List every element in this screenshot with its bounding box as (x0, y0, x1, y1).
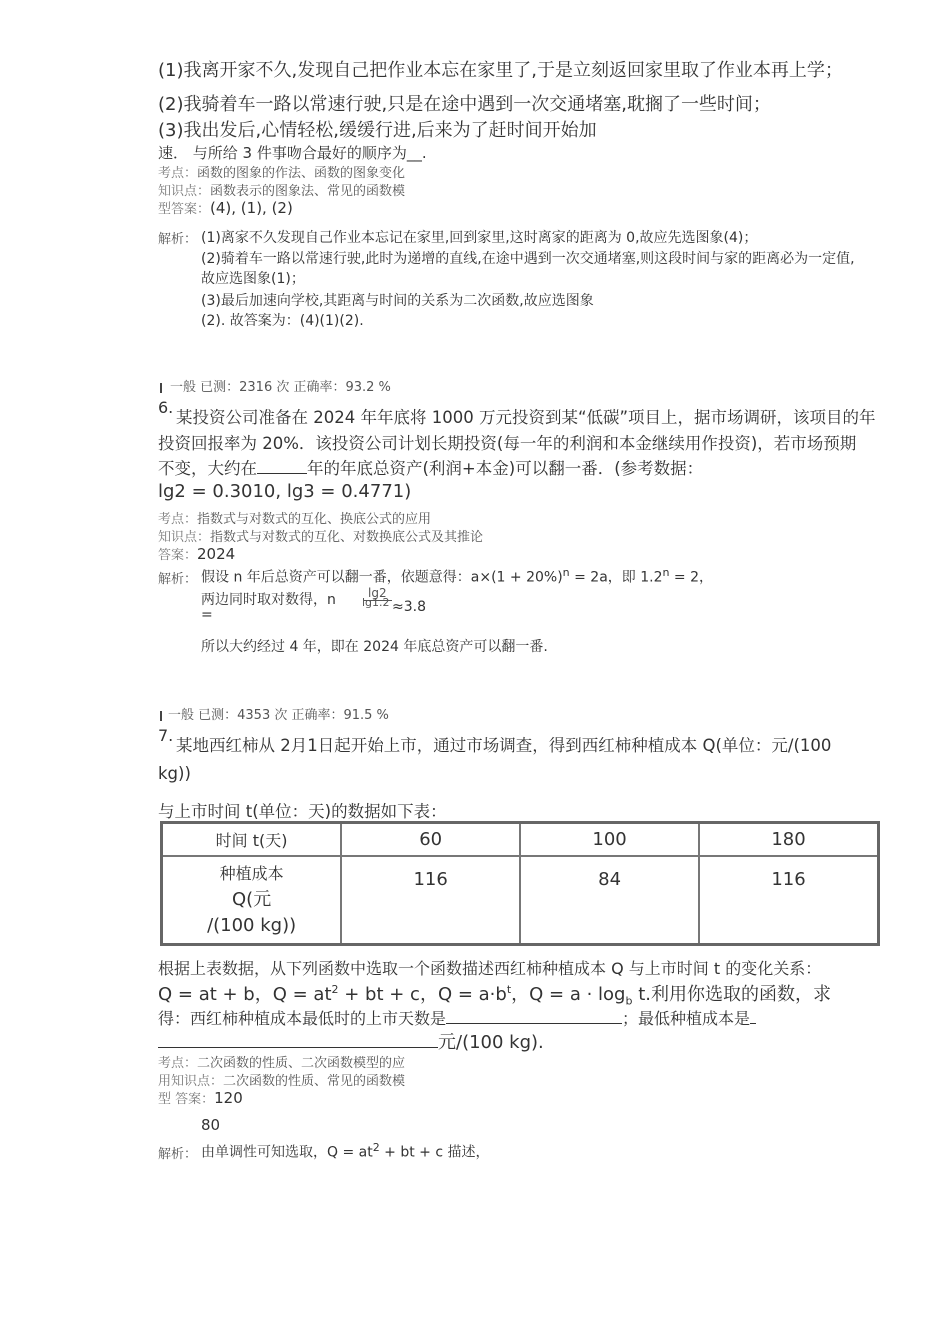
zhishi-label: 知识点： (158, 530, 211, 545)
answer-label: 型 答案： (158, 1092, 215, 1107)
q5-jiexi-label: 解析： (158, 232, 198, 247)
q6-jiexi-2: 两边同时取对数得，n (201, 592, 336, 608)
table-row (162, 823, 879, 857)
row-head-line-2: Q(元 (232, 889, 272, 910)
q7-blank-days (446, 1007, 622, 1024)
q7-zhishi (158, 1070, 405, 1089)
q5-line-3: (3)我出发后,心情轻松,缓缓行进,后来为了赶时间开始加 (158, 120, 597, 141)
q6-jiexi-1 (201, 566, 713, 587)
table-cell: 116 (341, 856, 520, 945)
answer-label: 型答案： (158, 202, 211, 217)
q7-number: 7. (158, 726, 174, 745)
q6-line-1: 某投资公司准备在 2024 年年底将 1000 万元投资到某“低碳”项目上，据市场调研，该项目的年 (176, 408, 876, 427)
kaodian-label: 考点： (158, 512, 198, 527)
table-header-cell: 时间 t(天) (162, 823, 342, 857)
table-cell: 84 (520, 856, 699, 945)
q7-answer (158, 1088, 243, 1107)
q6-line-3b: 年的年底总资产(利润+本金)可以翻一番．(参考数据： (307, 459, 704, 478)
answer-text: 2024 (197, 545, 236, 563)
zhishi-text: 函数表示的图象法、常见的函数模 (210, 184, 406, 199)
q6-stats-text: 一般 已测：2316 次 正确率：93.2 % (170, 380, 391, 395)
q7-line-5c: ，Q = a · log (511, 984, 626, 1005)
q6-jiexi-eq: = (201, 607, 213, 623)
q6-jiexi-1c: = 2， (669, 569, 714, 586)
q7-kaodian (158, 1052, 405, 1071)
q6-line-2: 投资回报率为 20%．该投资公司计划长期投资(每一年的利润和本金继续用作投资)，若市场预期 (158, 434, 857, 453)
q6-jiexi-1a: 假设 n 年后总资产可以翻一番，依题意得：a×(1 + 20%) (201, 569, 563, 586)
q7-line-3: 与上市时间 t(单位：天)的数据如下表： (158, 802, 447, 821)
q5-line-4: 速． 与所给 3 件事吻合最好的顺序为__. (158, 144, 427, 162)
q7-line-4: 根据上表数据，从下列函数中选取一个函数描述西红柿种植成本 Q 与上市时间 t 的变化关系： (158, 959, 822, 978)
q7-jiexi-1 (201, 1141, 490, 1162)
q5-jiexi-3: 故应选图象(1)； (201, 271, 305, 287)
row-head-line-3: /(100 kg)) (207, 915, 297, 936)
q7-line-1: 某地西红柿从 2月1日起开始上市，通过市场调查，得到西红柿种植成本 Q(单位：元/(100 (176, 736, 832, 755)
q5-jiexi-4: (3)最后加速向学校,其距离与时间的关系为二次函数,故应选图象 (201, 293, 594, 309)
answer-text-2: 80 (201, 1116, 221, 1134)
q7-jiexi-label: 解析： (158, 1147, 198, 1162)
q6-zhishi (158, 526, 483, 545)
q7-line-7 (158, 1028, 544, 1054)
q7-blank-cost-start (750, 1007, 756, 1024)
q7-stats-text: 一般 已测：4353 次 正确率：91.5 % (168, 708, 389, 723)
q6-kaodian (158, 508, 431, 527)
table-cell: 180 (699, 823, 878, 857)
q6-jiexi-1-sup2: n (662, 566, 670, 579)
q7-line-7-text: 元/(100 kg). (438, 1032, 544, 1053)
q7-line-6a: 得：西红柿种植成本最低时的上市天数是 (158, 1009, 447, 1028)
q7-blank-cost (158, 1029, 438, 1048)
q7-sup-1: 2 (331, 983, 339, 996)
kaodian-text: 函数的图象的作法、函数的图象变化 (197, 166, 406, 181)
q5-line-2: (2)我骑着车一路以常速行驶,只是在途中遇到一次交通堵塞,耽搁了一些时间； (158, 94, 771, 115)
q7-line-6 (158, 1006, 756, 1029)
data-table (160, 821, 880, 946)
q6-answer-blank (257, 457, 307, 475)
q7-line-5d: t.利用你选取的函数，求 (632, 984, 831, 1005)
zhishi-label: 知识点： (158, 184, 211, 199)
answer-text-1: 120 (214, 1089, 243, 1107)
q7-jiexi-1a: 由单调性可知选取，Q = at (201, 1144, 373, 1161)
q5-line-1: (1)我离开家不久,发现自己把作业本忘在家里了,于是立刻返回家里取了作业本再上学； (158, 60, 843, 81)
q5-kaodian (158, 162, 405, 181)
zhishi-label: 用知识点： (158, 1074, 224, 1089)
fraction-denominator: lg1.2 (362, 596, 390, 609)
table-cell: 60 (341, 823, 520, 857)
kaodian-text: 指数式与对数式的互化、换底公式的应用 (197, 512, 432, 527)
q7-line-5 (158, 980, 831, 1008)
difficulty-bar-icon (160, 711, 162, 721)
kaodian-label: 考点： (158, 1056, 198, 1071)
q7-sup-2: t (506, 983, 512, 996)
q5-answer (158, 198, 293, 217)
table-cell: 116 (699, 856, 878, 945)
q7-line-6b: ；最低种植成本是 (622, 1009, 751, 1028)
q7-sub: b (625, 994, 633, 1008)
q7-stats (160, 704, 389, 723)
q7-line-5a: Q = at + b，Q = at (158, 984, 332, 1005)
q6-jiexi-1b: = 2a，即 1.2 (569, 569, 663, 586)
table-cell: 100 (520, 823, 699, 857)
q7-jiexi-sup: 2 (372, 1141, 380, 1154)
q5-jiexi-5: (2). 故答案为：(4)(1)(2). (201, 313, 364, 329)
table-header-cell (162, 856, 342, 945)
q6-line-4: lg2 = 0.3010, lg3 = 0.4771) (158, 481, 412, 502)
difficulty-bar-icon (160, 383, 162, 393)
q5-zhishi (158, 180, 405, 199)
q6-jiexi-3: 所以大约经过 4 年，即在 2024 年底总资产可以翻一番. (201, 639, 548, 655)
kaodian-label: 考点： (158, 166, 198, 181)
zhishi-text: 指数式与对数式的互化、对数换底公式及其推论 (210, 530, 484, 545)
row-head-line-1: 种植成本 (219, 864, 284, 883)
q5-jiexi-2: (2)骑着车一路以常速行驶,此时为递增的直线,在途中遇到一次交通堵塞,则这段时间与家的距离必为一定值, (201, 251, 855, 267)
q6-approx: ≈3.8 (392, 599, 426, 615)
q6-jiexi-label: 解析： (158, 572, 198, 587)
answer-text: (4), (1), (2) (210, 199, 293, 217)
table-row (162, 856, 879, 945)
q7-jiexi-1b: + bt + c 描述， (379, 1144, 490, 1161)
q6-stats (160, 376, 391, 395)
fraction-numerator: lg2 (368, 586, 387, 600)
q6-answer (158, 544, 235, 563)
q6-number: 6. (158, 398, 174, 417)
zhishi-text: 二次函数的性质、常见的函数模 (223, 1074, 406, 1089)
q6-jiexi-1-sup: n (562, 566, 570, 579)
q7-line-5b: + bt + c，Q = a·b (338, 984, 507, 1005)
answer-label: 答案： (158, 548, 198, 563)
kaodian-text: 二次函数的性质、二次函数模型的应 (197, 1056, 406, 1071)
q5-jiexi-1: (1)离家不久发现自己作业本忘记在家里,回到家里,这时离家的距离为 0,故应先选图象(4)； (201, 230, 758, 246)
q6-line-3a: 不变，大约在 (158, 459, 257, 478)
q7-line-2: kg)) (158, 764, 191, 783)
q6-line-3 (158, 455, 703, 479)
